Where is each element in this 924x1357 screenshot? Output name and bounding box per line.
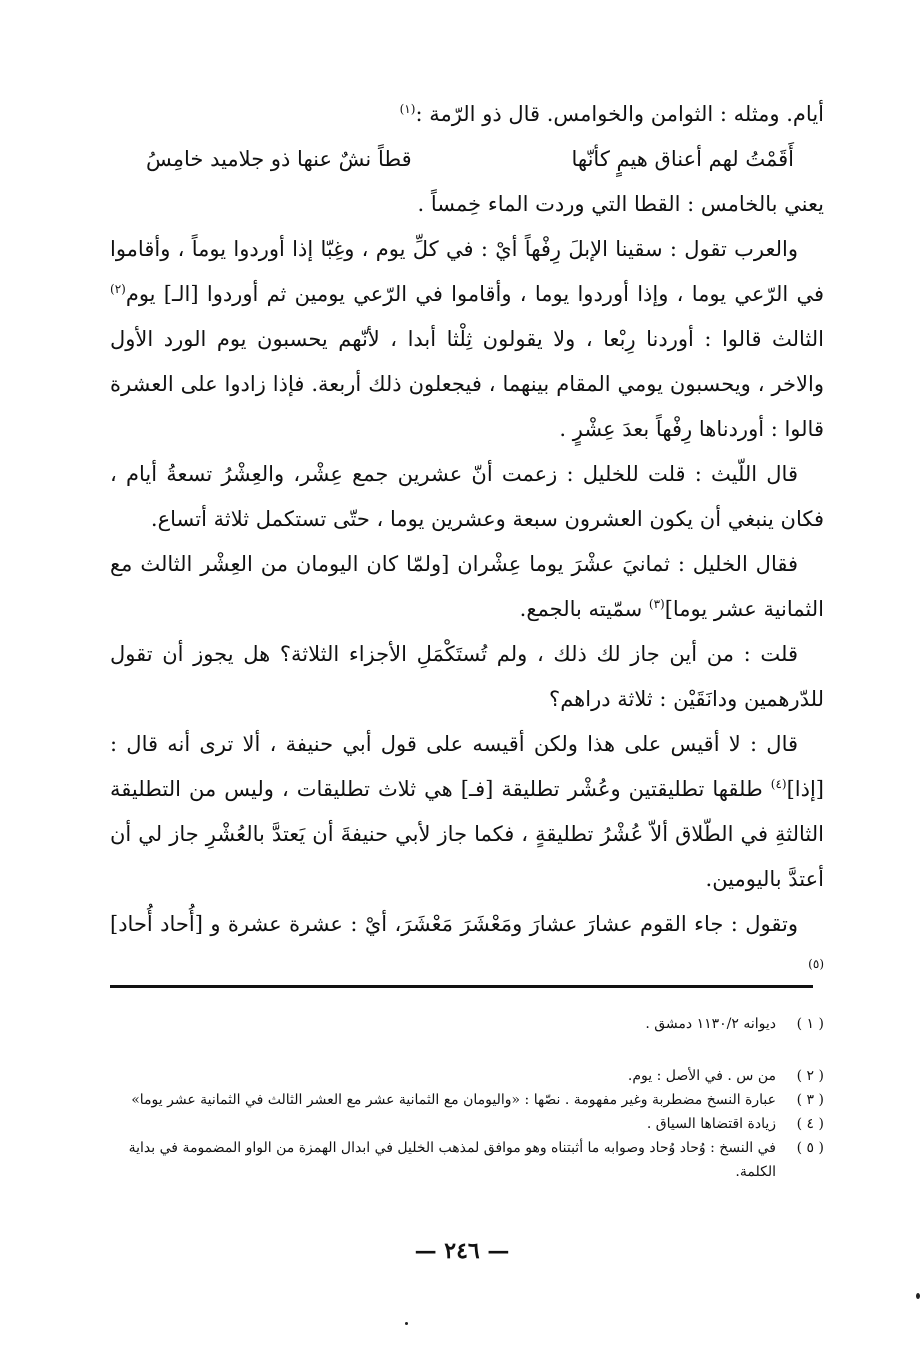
text-segment: قال : لا أقيس على هذا ولكن أقيسه على قول أبي حنيفة ، ألا ترى أنه قال : [إذا]: [110, 732, 824, 801]
paragraph-khalil: [110, 542, 824, 632]
footnote-marker-2: (٢): [110, 282, 126, 296]
scan-speck: [916, 1293, 920, 1299]
footnote-number: ( ٢ ): [796, 1068, 824, 1084]
footnote-number: ( ٥ ): [796, 1140, 824, 1156]
footnote-number: ( ٤ ): [796, 1116, 824, 1132]
paragraph-ashar: [110, 902, 824, 992]
footnote-3: [110, 1088, 824, 1112]
footnote-marker-5: (٥): [808, 957, 824, 971]
page-number: — ٢٤٦ —: [414, 1238, 510, 1264]
footnote-marker-4: (٤): [770, 777, 787, 791]
footnote-marker-1: (١): [399, 102, 416, 116]
text-segment: طلقها تطليقتين وعُشْر تطليقة [فـ] هي ثلاث تطليقات ، وليس من التطليقة الثالثةِ في الطّلاق ألاّ عُشْرُ تطليقةٍ ، فكما جاز لأبي حنيفةَ أن يَعتدَّ بالعُشْرِ جاز لي أن أعتدَّ باليومين.: [110, 777, 824, 891]
text-segment: والعرب تقول : سقينا الإبلَ رِفْهاً أيْ : في كلِّ يوم ، وغِبّا إذا أوردوا يوماً ، وأقاموا في الرّعي يوما ، وإذا أوردوا يوما ، وأقاموا في الرّعي يومين ثم أوردوا [الـ] يوم: [110, 237, 824, 306]
poem-hemistich-left: قطاً نشٌ عنها ذو جلاميد خامِسُ: [146, 147, 412, 171]
footnote-spacer: [110, 1036, 824, 1064]
footnote-text: من س . في الأصل : يوم.: [627, 1068, 776, 1084]
footnote-marker-3: (٣): [648, 597, 665, 611]
text-segment: سمّيته بالجمع.: [519, 597, 643, 621]
footnote-text: عبارة النسخ مضطربة وغير مفهومة . نصّها : «واليومان مع الثمانية عشر مع العشر الثالث في الثمانية عشر يوما»: [131, 1092, 776, 1108]
text-segment: وتقول : جاء القوم عشارَ عشارَ ومَعْشَرَ مَعْشَرَ، أيْ : عشرة عشرة و [أُحاد أُحاد]: [110, 912, 798, 936]
paragraph-abu-hanifa: [110, 722, 824, 902]
footnote-1: [110, 1012, 824, 1036]
scan-speck: [405, 1322, 408, 1325]
paragraph-arab-watering: [110, 227, 824, 452]
footnotes: [110, 1012, 824, 1184]
text-line-3: يعني بالخامس : القطا التي وردت الماء خِمساً .: [417, 192, 824, 216]
poem-verse: [110, 137, 824, 182]
text-line-1: [110, 92, 824, 137]
poem-hemistich-right: أَقَمْتُ لهم أعناق هيمٍ كأنّها: [571, 147, 794, 171]
footnote-5: [110, 1136, 824, 1184]
paragraph-question: قلت : من أين جاز لك ذلك ، ولم تُستَكْمَلِ الأجزاء الثلاثة؟ هل يجوز أن تقول للدّرهمين ودانَقَيْن : ثلاثة دراهم؟: [110, 642, 824, 711]
footnote-4: [110, 1112, 824, 1136]
footnote-2: [110, 1064, 824, 1088]
footnote-text: ديوانه ١١٣٠/٢ دمشق .: [645, 1016, 776, 1032]
footnote-number: ( ١ ): [796, 1016, 824, 1032]
footnote-text: زيادة اقتضاها السياق .: [646, 1116, 776, 1132]
main-text: [110, 92, 824, 992]
footnote-text: في النسخ : وُحاد وُحاد وصوابه ما أثبتناه وهو موافق لمذهب الخليل في ابدال الهمزة من الواو المضمومة في بداية الكلمة.: [128, 1140, 776, 1180]
paragraph-layth: قال اللّيث : قلت للخليل : زعمت أنّ عشرين جمع عِشْر، والعِشْرُ تسعةُ أيام ، فكان ينبغي أن يكون العشرون سبعة وعشرين يوما ، حتّى تستكمل ثلاثة أتساع.: [110, 462, 824, 531]
text-segment: أيام. ومثله : الثوامن والخوامس. قال ذو الرّمة :: [415, 102, 824, 126]
text-segment: الثالث قالوا : أوردنا رِبْعا ، ولا يقولون ثِلْثا أبدا ، لأنّهم يحسبون يوم الورد الأول والاخر ، ويحسبون يومي المقام بينهما ، فيجعلون ذلك أربعة. فإذا زادوا على العشرة قالوا : أوردناها رِفْهاً بعدَ عِشْرٍ .: [110, 327, 824, 441]
footnote-divider: [110, 985, 813, 988]
text-segment: فقال الخليل : ثمانيَ عشْرَ يوما عِشْران [ولمّا كان اليومان من العِشْر الثالث مع الثمانية عشر يوما]: [110, 552, 824, 621]
footnote-number: ( ٣ ): [796, 1092, 824, 1108]
